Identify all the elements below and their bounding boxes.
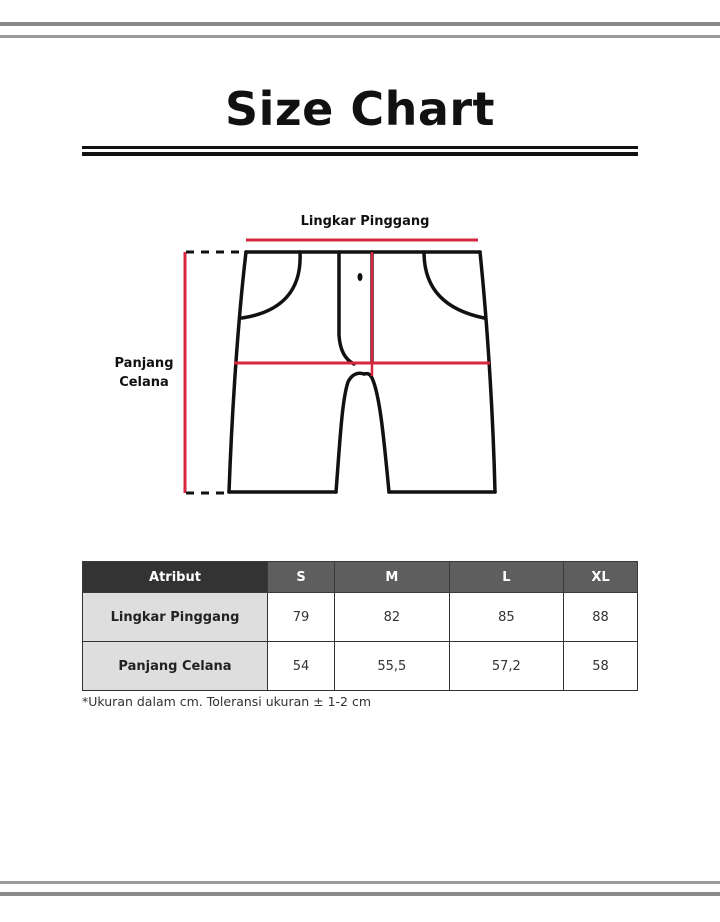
bottom-border-line-inner [0,881,720,884]
shorts-outline [229,252,495,492]
page-title: Size Chart [224,82,496,136]
length-label-line1: Panjang [114,356,174,371]
table-row [83,642,638,691]
table-cell: 54 [268,642,335,691]
header-size-m: M [335,562,450,593]
left-outer-seam [229,252,246,492]
length-label-line2: Celana [119,375,169,390]
left-pocket [242,252,300,318]
table-cell: 85 [449,593,564,642]
header-size-s: S [268,562,335,593]
table-cell: 82 [335,593,450,642]
right-inseam [364,374,389,492]
fly-left [339,252,354,364]
bottom-border-line [0,892,720,896]
table-row [83,593,638,642]
waist-measure-label: Lingkar Pinggang [300,214,430,229]
button-icon [358,273,363,281]
left-inseam [336,373,364,492]
table-cell: 55,5 [335,642,450,691]
row-label-waist: Lingkar Pinggang [83,593,268,642]
header-size-l: L [449,562,564,593]
header-size-xl: XL [564,562,638,593]
table-cell: 79 [268,593,335,642]
header-atribut: Atribut [83,562,268,593]
right-pocket [424,252,484,318]
table-cell: 57,2 [449,642,564,691]
table-header-row [83,562,638,593]
right-outer-seam [480,252,495,492]
size-table [82,561,638,691]
table-cell: 88 [564,593,638,642]
tolerance-note: *Ukuran dalam cm. Toleransi ukuran ± 1-2 cm [82,694,372,709]
table-cell: 58 [564,642,638,691]
row-label-length: Panjang Celana [83,642,268,691]
